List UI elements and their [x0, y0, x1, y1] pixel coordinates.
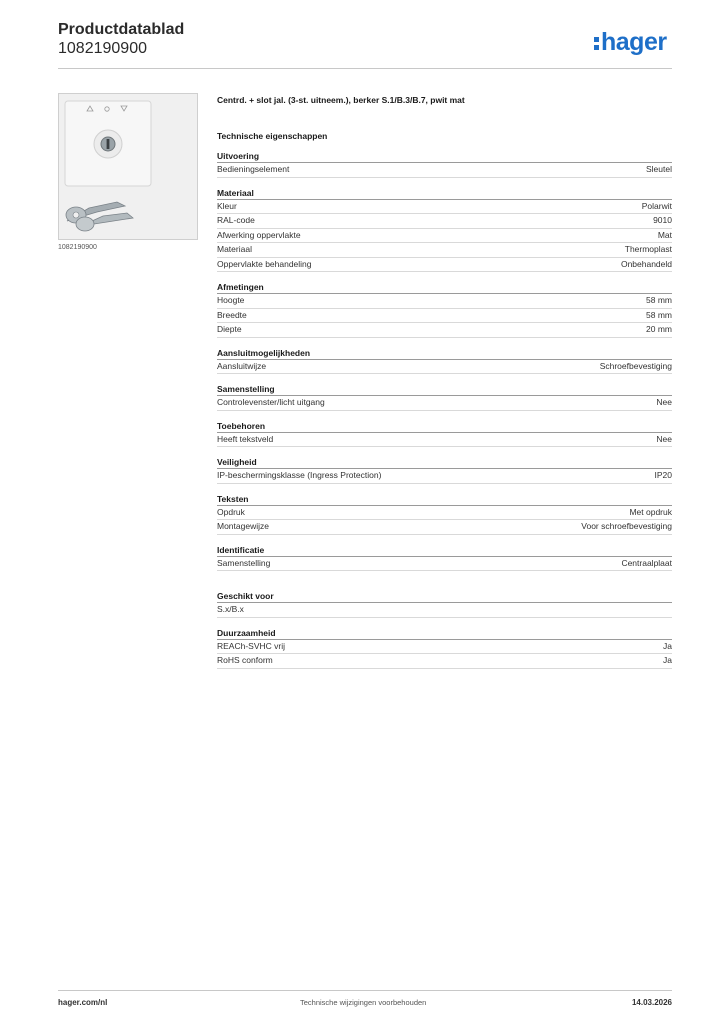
- spec-value: Mat: [657, 229, 672, 240]
- spec-row: [217, 200, 672, 215]
- section-title: Veiligheid: [217, 457, 672, 469]
- spec-section: [217, 494, 672, 535]
- spec-value: Thermoplast: [624, 244, 672, 254]
- spec-value: Nee: [656, 433, 672, 444]
- spec-row: [217, 469, 672, 484]
- product-description: Centrd. + slot jal. (3-st. uitneem.), berker S.1/B.3/B.7, pwit mat: [217, 95, 465, 105]
- spec-label: Controlevenster/licht uitgang: [217, 397, 325, 407]
- specification-area: [217, 95, 672, 669]
- spec-label: Oppervlakte behandeling: [217, 258, 312, 269]
- section-title: Toebehoren: [217, 421, 672, 433]
- spec-row: [217, 433, 672, 448]
- section-title: Uitvoering: [217, 151, 672, 163]
- spec-row: [217, 258, 672, 273]
- spec-value: Centraalplaat: [621, 557, 672, 568]
- spec-value: Schroefbevestiging: [599, 360, 672, 371]
- spec-row: [217, 603, 672, 618]
- spec-value: Nee: [656, 397, 672, 407]
- spec-section: [217, 282, 672, 338]
- spec-label: Opdruk: [217, 506, 245, 517]
- spec-row: [217, 654, 672, 669]
- section-title: Geschikt voor: [217, 591, 672, 603]
- product-number: 1082190900: [58, 40, 147, 57]
- section-title: Duurzaamheid: [217, 628, 672, 640]
- spec-value: Voor schroefbevestiging: [581, 521, 672, 531]
- spec-section: [217, 545, 672, 572]
- spec-row: [217, 323, 672, 338]
- section-title: Aansluitmogelijkheden: [217, 348, 672, 360]
- spec-label: IP-beschermingsklasse (Ingress Protection): [217, 470, 382, 480]
- spec-value: Polarwit: [641, 200, 672, 211]
- footer-divider: [58, 990, 672, 991]
- spec-section: [217, 591, 672, 618]
- spec-label: RoHS conform: [217, 655, 273, 665]
- spec-label: Materiaal: [217, 244, 252, 254]
- spec-row: [217, 294, 672, 309]
- spec-value: 9010: [653, 215, 672, 225]
- spec-row: [217, 506, 672, 521]
- spec-label: Samenstelling: [217, 557, 271, 568]
- section-title: Materiaal: [217, 188, 672, 200]
- section-title: Samenstelling: [217, 384, 672, 396]
- spec-row: [217, 396, 672, 411]
- spec-label: Bedieningselement: [217, 164, 290, 174]
- image-caption: 1082190900: [58, 244, 97, 251]
- spec-label: S.x/B.x: [217, 604, 244, 614]
- spec-row: [217, 229, 672, 244]
- spec-section: [217, 348, 672, 375]
- spec-row: [217, 163, 672, 178]
- spec-row: [217, 640, 672, 655]
- spec-section: [217, 384, 672, 411]
- spec-row: [217, 309, 672, 324]
- spec-section: [217, 421, 672, 448]
- section-title: Teksten: [217, 494, 672, 506]
- spec-row: [217, 243, 672, 258]
- spec-label: Breedte: [217, 309, 247, 320]
- spec-value: 58 mm: [646, 295, 672, 305]
- spec-heading: Technische eigenschappen: [217, 131, 328, 141]
- logo-colon-icon: [594, 35, 599, 51]
- product-image: [58, 93, 198, 240]
- spec-section: [217, 628, 672, 669]
- spec-section: [217, 457, 672, 484]
- section-title: Afmetingen: [217, 282, 672, 294]
- spec-section: [217, 188, 672, 273]
- spec-value: Met opdruk: [629, 506, 672, 517]
- footer-disclaimer: Technische wijzigingen voorbehouden: [300, 998, 427, 1007]
- spec-value: 20 mm: [646, 324, 672, 334]
- spec-value: 58 mm: [646, 309, 672, 320]
- spec-value: Ja: [663, 640, 672, 651]
- hager-logo: [594, 28, 667, 56]
- spec-label: REACh-SVHC vrij: [217, 640, 286, 651]
- spec-label: Kleur: [217, 200, 237, 211]
- spec-label: Heeft tekstveld: [217, 433, 274, 444]
- logo-text: hager: [601, 28, 667, 56]
- spec-row: [217, 557, 672, 572]
- spec-sections: [217, 151, 672, 669]
- spec-label: Montagewijze: [217, 521, 269, 531]
- spec-row: [217, 214, 672, 229]
- footer-date: 14.03.2026: [631, 998, 672, 1007]
- spec-label: Afwerking oppervlakte: [217, 229, 301, 240]
- spec-section: [217, 151, 672, 178]
- spec-label: RAL-code: [217, 215, 255, 225]
- header-divider: [58, 68, 672, 69]
- spec-label: Hoogte: [217, 295, 245, 305]
- spec-row: [217, 360, 672, 375]
- spec-value: IP20: [654, 470, 672, 480]
- spec-value: Onbehandeld: [620, 258, 672, 269]
- spec-label: Aansluitwijze: [217, 360, 267, 371]
- spec-row: [217, 520, 672, 535]
- page-title: Productdatablad: [58, 21, 185, 38]
- spec-label: Diepte: [217, 324, 242, 334]
- footer-website[interactable]: hager.com/nl: [58, 998, 108, 1007]
- spec-value: Ja: [663, 655, 672, 665]
- spec-value: Sleutel: [646, 164, 672, 174]
- section-title: Identificatie: [217, 545, 672, 557]
